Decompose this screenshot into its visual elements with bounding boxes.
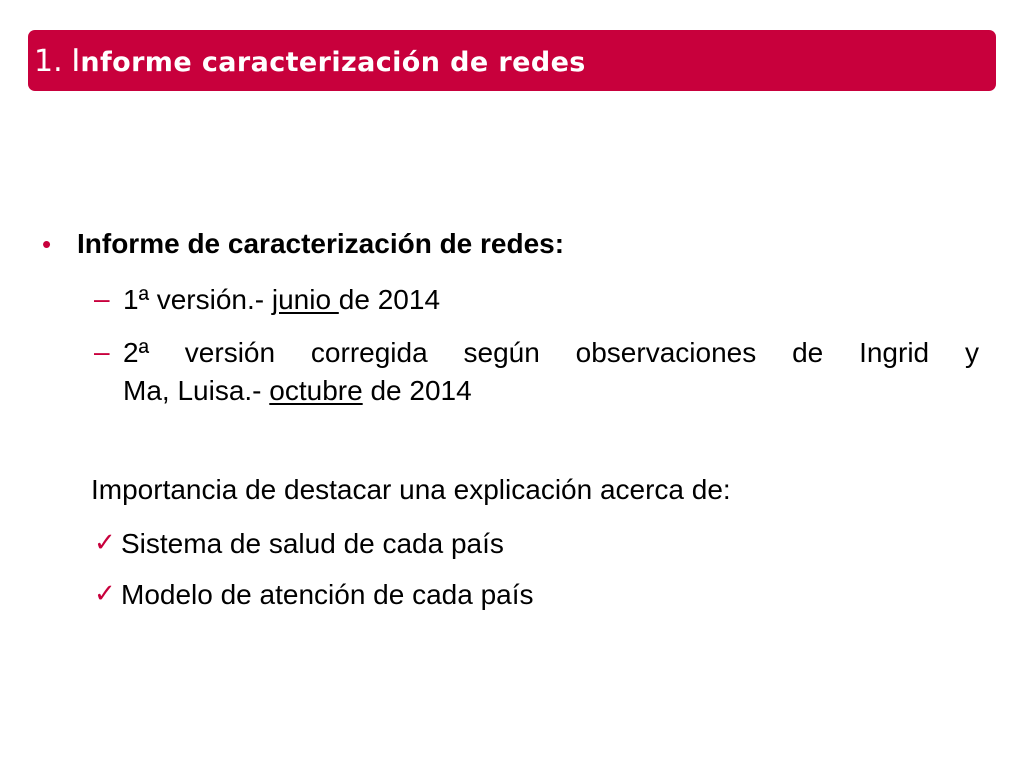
version-1-suffix: de 2014 xyxy=(338,284,441,315)
check-item-health-system: Sistema de salud de cada país xyxy=(121,528,504,559)
version-1-item xyxy=(123,283,440,317)
checkmark-icon: ✓ xyxy=(94,527,116,557)
version-2-line-1: 2ª versión corregida según observaciones de Ingrid y xyxy=(123,337,979,368)
checkmark-icon: ✓ xyxy=(94,578,116,608)
version-2-suffix: de 2014 xyxy=(362,375,472,406)
check-item-care-model: Modelo de atención de cada país xyxy=(121,579,534,610)
importance-text: Importancia de destacar una explicación acerca de: xyxy=(91,474,731,505)
dash-marker-1: – xyxy=(94,283,110,314)
bullet-heading: Informe de caracterización de redes: xyxy=(77,228,565,259)
bullet-marker: • xyxy=(42,229,52,259)
title-number: 1. xyxy=(34,44,63,79)
title-first-letter: I xyxy=(71,43,81,79)
title-rest: nforme caracterización de redes xyxy=(80,47,586,78)
version-2-prefix: Ma, Luisa.- xyxy=(123,375,270,406)
version-2-line-2 xyxy=(123,374,472,408)
dash-marker-2: – xyxy=(94,336,110,367)
version-1-month: junio xyxy=(271,284,339,315)
version-2-month: octubre xyxy=(269,375,363,406)
version-1-prefix: 1ª versión.- xyxy=(123,284,272,315)
